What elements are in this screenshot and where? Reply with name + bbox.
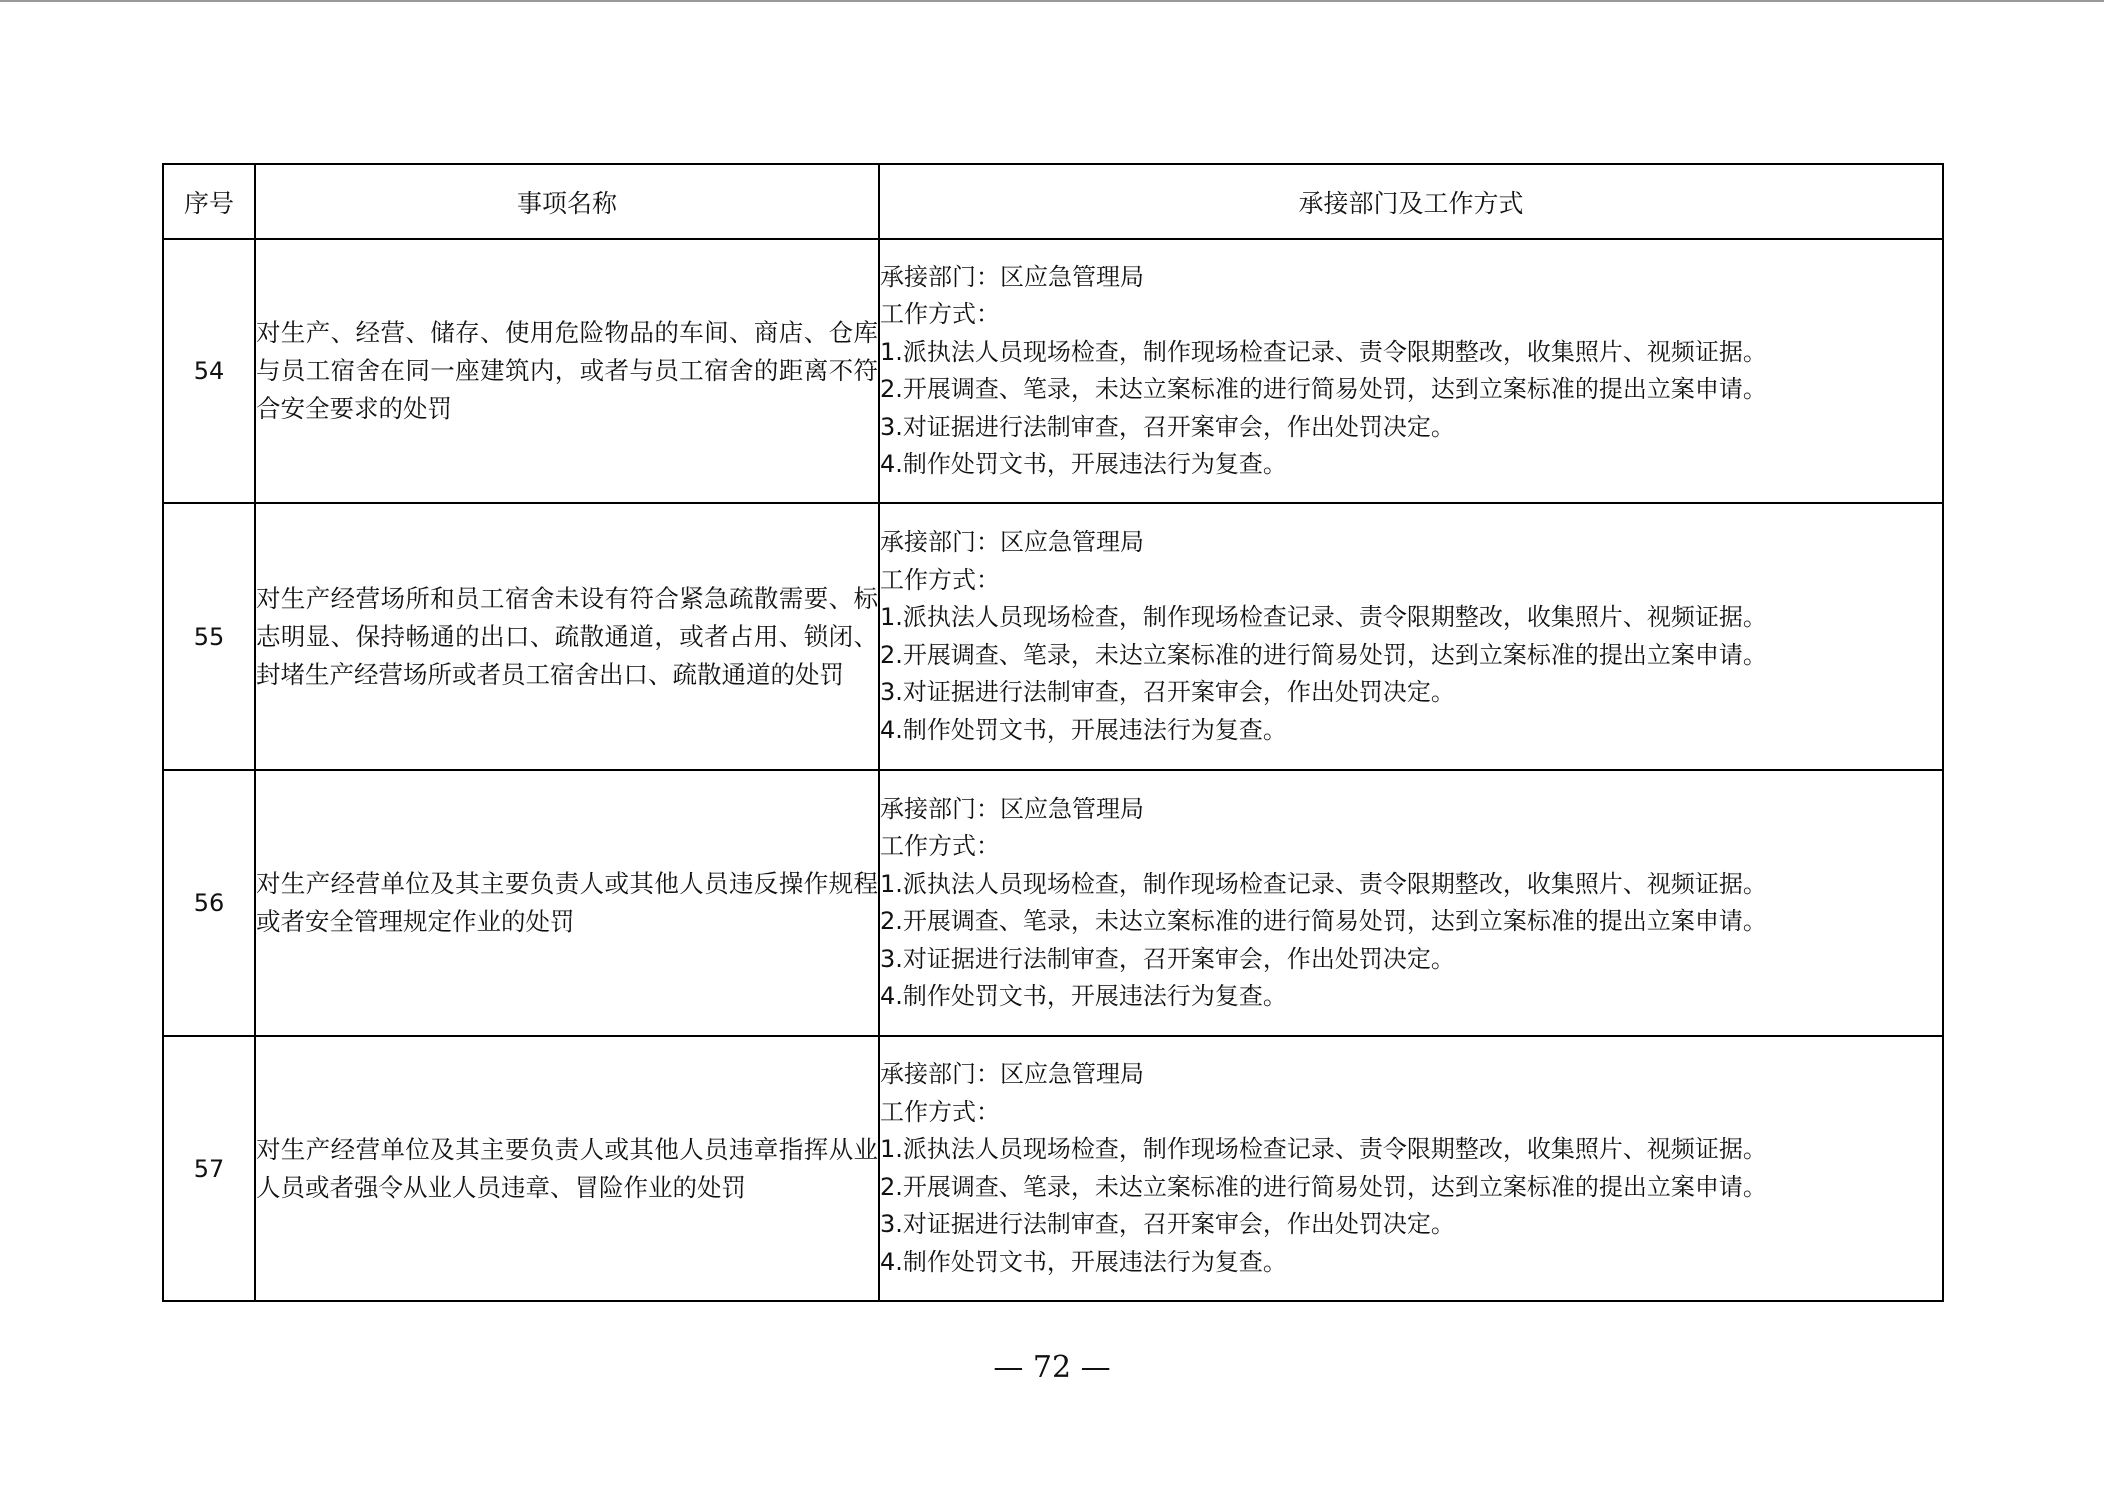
step-number: 1. [880, 603, 903, 631]
method-label: 工作方式： [880, 565, 1000, 594]
row-seq: 56 [163, 770, 255, 1036]
step-number: 3. [880, 678, 903, 706]
method-label: 工作方式： [880, 300, 1000, 328]
step-number: 1. [880, 337, 903, 366]
row-item-name: 对生产、经营、储存、使用危险物品的车间、商店、仓库与员工宿舍在同一座建筑内，或者与员工宿舍的距离不符合安全要求的处罚 [255, 239, 879, 503]
step-text: 对证据进行法制审查，召开案审会，作出处罚决定。 [902, 678, 1455, 706]
step-line [880, 637, 1942, 675]
step-line [880, 1169, 1942, 1207]
step-text: 制作处罚文书，开展违法行为复查。 [902, 715, 1287, 744]
step-text: 对证据进行法制审查，召开案审会，作出处罚决定。 [902, 412, 1455, 441]
step-line [880, 446, 1942, 484]
row-method [879, 770, 1943, 1036]
header-item-name: 事项名称 [255, 164, 879, 239]
table-header-row [163, 164, 1943, 239]
row-seq: 54 [163, 239, 255, 503]
step-number: 1. [880, 1135, 903, 1163]
step-text: 派执法人员现场检查，制作现场检查记录、责令限期整改，收集照片、视频证据。 [902, 1135, 1767, 1163]
page-number: — 72 — [993, 1350, 1111, 1385]
step-text: 派执法人员现场检查，制作现场检查记录、责令限期整改，收集照片、视频证据。 [902, 337, 1767, 366]
step-number: 2. [880, 640, 903, 669]
step-line [880, 903, 1942, 941]
step-text: 对证据进行法制审查，召开案审会，作出处罚决定。 [902, 1210, 1455, 1238]
header-department-method: 承接部门及工作方式 [879, 164, 1943, 239]
row-seq: 55 [163, 503, 255, 770]
row-method [879, 239, 1943, 503]
department-line: 承接部门：区应急管理局 [880, 262, 1144, 291]
row-item-name: 对生产经营单位及其主要负责人或其他人员违章指挥从业人员或者强令从业人员违章、冒险作业的处罚 [255, 1036, 879, 1301]
step-number: 4. [880, 715, 903, 744]
row-seq: 57 [163, 1036, 255, 1301]
step-number: 4. [880, 1247, 903, 1276]
step-text: 制作处罚文书，开展违法行为复查。 [902, 982, 1287, 1010]
table-row [163, 770, 1943, 1036]
step-text: 开展调查、笔录，未达立案标准的进行简易处罚，达到立案标准的提出立案申请。 [902, 907, 1767, 935]
top-border-line [0, 0, 2104, 2]
step-line [880, 409, 1942, 447]
row-method [879, 1036, 1943, 1301]
step-number: 2. [880, 1172, 903, 1201]
row-item-name: 对生产经营场所和员工宿舍未设有符合紧急疏散需要、标志明显、保持畅通的出口、疏散通道，或者占用、锁闭、封堵生产经营场所或者员工宿舍出口、疏散通道的处罚 [255, 503, 879, 770]
step-line [880, 941, 1942, 979]
department-line: 承接部门：区应急管理局 [880, 528, 1144, 556]
step-line [880, 1206, 1942, 1244]
step-line [880, 866, 1942, 904]
step-text: 对证据进行法制审查，召开案审会，作出处罚决定。 [902, 944, 1455, 973]
table-row [163, 239, 1943, 503]
department-line: 承接部门：区应急管理局 [880, 1060, 1144, 1088]
row-method [879, 503, 1943, 770]
header-seq: 序号 [163, 164, 255, 239]
step-line [880, 712, 1942, 750]
step-text: 开展调查、笔录，未达立案标准的进行简易处罚，达到立案标准的提出立案申请。 [902, 640, 1767, 669]
step-number: 2. [880, 375, 903, 403]
table-row [163, 503, 1943, 770]
step-number: 3. [880, 412, 903, 441]
step-line [880, 674, 1942, 712]
step-line [880, 371, 1942, 409]
step-line [880, 978, 1942, 1016]
step-text: 制作处罚文书，开展违法行为复查。 [902, 1247, 1287, 1276]
step-number: 2. [880, 907, 903, 935]
table-row [163, 1036, 1943, 1301]
step-number: 3. [880, 1210, 903, 1238]
step-line [880, 334, 1942, 372]
step-text: 制作处罚文书，开展违法行为复查。 [902, 450, 1287, 478]
department-line: 承接部门：区应急管理局 [880, 794, 1144, 823]
step-text: 派执法人员现场检查，制作现场检查记录、责令限期整改，收集照片、视频证据。 [902, 603, 1767, 631]
step-number: 3. [880, 944, 903, 973]
row-item-name: 对生产经营单位及其主要负责人或其他人员违反操作规程或者安全管理规定作业的处罚 [255, 770, 879, 1036]
step-text: 派执法人员现场检查，制作现场检查记录、责令限期整改，收集照片、视频证据。 [902, 869, 1767, 898]
items-table [162, 163, 1944, 1302]
step-text: 开展调查、笔录，未达立案标准的进行简易处罚，达到立案标准的提出立案申请。 [902, 1172, 1767, 1201]
step-line [880, 599, 1942, 637]
step-line [880, 1131, 1942, 1169]
step-line [880, 1244, 1942, 1282]
method-label: 工作方式： [880, 1097, 1000, 1126]
step-number: 4. [880, 450, 903, 478]
method-label: 工作方式： [880, 832, 1000, 860]
step-number: 4. [880, 982, 903, 1010]
step-number: 1. [880, 869, 903, 898]
step-text: 开展调查、笔录，未达立案标准的进行简易处罚，达到立案标准的提出立案申请。 [902, 375, 1767, 403]
